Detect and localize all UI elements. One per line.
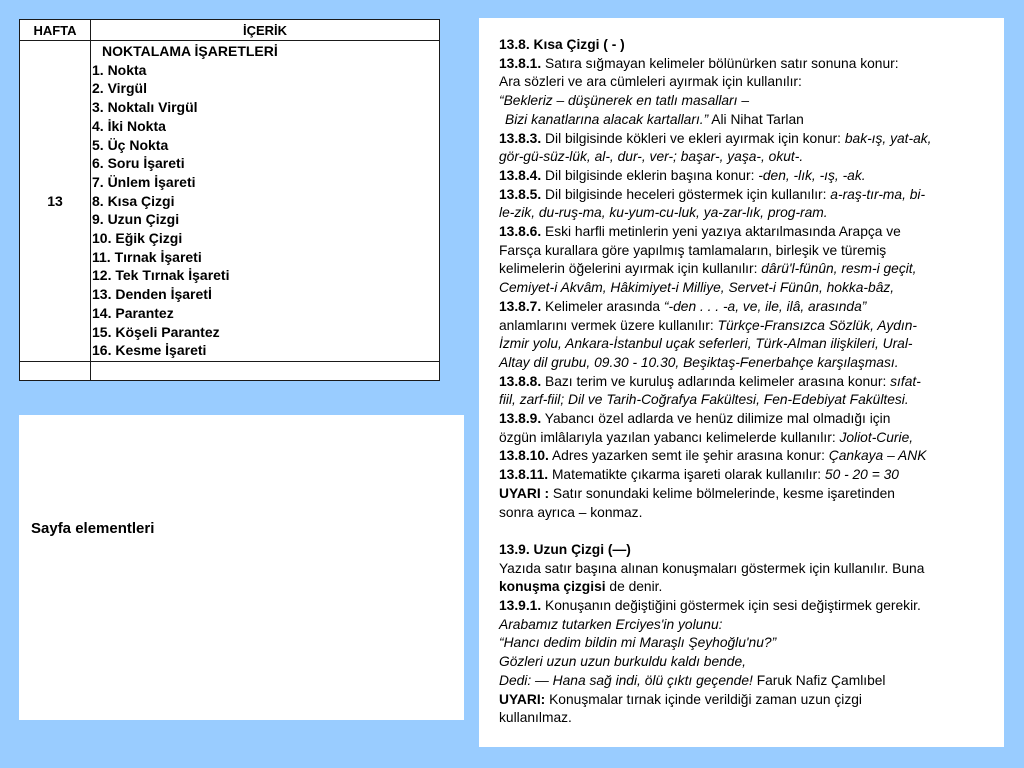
paragraph — [499, 597, 990, 616]
text-panel — [479, 18, 1004, 747]
quote-line — [499, 111, 990, 130]
text-run: le-zik, du-ruş-ma, ku-yum-cu-luk, ya-zar-lık, prog-ram. — [499, 205, 828, 221]
text-run: 13.9.1. — [499, 598, 542, 614]
text-run: Dil bilgisinde kökleri ve ekleri ayırmak için konur: — [541, 130, 845, 146]
paragraph — [499, 317, 990, 336]
list-item: 6. Soru İşareti — [92, 155, 185, 172]
list-item: 3. Noktalı Virgül — [92, 99, 198, 116]
header-content: İÇERİK — [91, 20, 440, 41]
text-run: Satır sonundaki kelime bölmelerinde, kesme işaretinden — [549, 485, 895, 501]
paragraph — [499, 447, 990, 466]
poem-line — [499, 653, 990, 672]
text-run: 13.8.6. — [499, 224, 542, 240]
text-run: Konuşanın değiştiğini göstermek için sesi değiştirmek gerekir. — [541, 598, 921, 614]
list-item: 13. Denden İşaretİ — [92, 286, 212, 303]
text-run: özgün imlâlarıyla yazılan yabancı kelimelerde kullanılır: — [499, 429, 840, 445]
header-week: HAFTA — [20, 20, 91, 41]
text-run: 13.8.8. — [499, 373, 542, 389]
text-run: Ali Nihat Tarlan — [708, 111, 804, 127]
text-run: gör-gü-süz-lük, al-, dur-, ver-; başar-, yaşa-, okut-. — [499, 149, 804, 165]
paragraph — [499, 373, 990, 392]
paragraph — [499, 335, 990, 354]
paragraph — [499, 298, 990, 317]
table-empty-row — [20, 362, 440, 381]
poem-line — [499, 672, 990, 691]
list-item: 11. Tırnak İşareti — [92, 248, 202, 265]
content-title: NOKTALAMA İŞARETLERİ — [102, 43, 278, 59]
list-item: 8. Kısa Çizgi — [92, 192, 175, 209]
poem-line — [499, 634, 990, 653]
paragraph — [499, 223, 990, 242]
empty-cell — [20, 362, 91, 381]
list-item: 1. Nokta — [92, 61, 147, 78]
paragraph — [499, 466, 990, 485]
text-run: 13.8.11. — [499, 467, 549, 483]
text-run: Cemiyet-i Akvâm, Hâkimiyet-i Milliye, Servet-i Fünûn, hokka-bâz, — [499, 280, 895, 296]
list-item: 4. İki Nokta — [92, 117, 166, 134]
text-run: 13.8.1. — [499, 55, 542, 71]
paragraph: Yazıda satır başına alınan konuşmaları göstermek için kullanılır. Buna — [499, 560, 925, 576]
text-run: Bizi kanatlarına alacak kartalları.” — [505, 111, 709, 127]
text-run: Dedi: — Hana sağ indi, ölü çıktı geçende! — [499, 672, 753, 688]
text-run: “Bekleriz – düşünerek en tatlı masalları – — [499, 93, 749, 109]
empty-cell — [91, 362, 440, 381]
paragraph — [499, 55, 990, 74]
list-item: 5. Üç Nokta — [92, 136, 169, 153]
text-run: Çankaya – ANK — [828, 448, 927, 464]
text-run: 13.8.10. — [499, 448, 549, 464]
list-item: 9. Uzun Çizgi — [92, 211, 180, 228]
text-run: 13.9. Uzun Çizgi (—) — [499, 541, 631, 557]
text-run: Dil bilgisinde eklerin başına konur: — [541, 167, 759, 183]
list-item: 12. Tek Tırnak İşareti — [92, 267, 230, 284]
paragraph — [499, 148, 990, 167]
paragraph — [499, 578, 990, 597]
paragraph: Farsça kurallara göre yapılmış tamlamaların, birleşik ve türemiş — [499, 242, 887, 258]
content-list — [92, 61, 439, 360]
text-run: Türkçe-Fransızca Sözlük, Aydın- — [717, 317, 918, 333]
warning: sonra ayrıca – konmaz. — [499, 504, 643, 520]
paragraph — [499, 204, 990, 223]
paragraph — [499, 391, 990, 410]
table-row — [20, 41, 440, 362]
text-run: Dil bilgisinde heceleri göstermek için kullanılır: — [541, 186, 831, 202]
content-cell — [91, 41, 440, 362]
text-run: Faruk Nafiz Çamlıbel — [752, 672, 886, 688]
list-item: 16. Kesme İşareti — [92, 342, 207, 359]
text-run: fiil, zarf-fiil; Dil ve Tarih-Coğrafya Fakültesi, Fen-Edebiyat Fakültesi. — [499, 392, 909, 408]
text-run: 50 - 20 = 30 — [824, 467, 899, 483]
paragraph — [499, 130, 990, 149]
text-run: Gözleri uzun uzun burkuldu kaldı bende, — [499, 654, 746, 670]
paragraph — [499, 260, 990, 279]
text-run: Eski harfli metinlerin yeni yazıya aktarılmasında Arapça ve — [541, 224, 901, 240]
text-run: Satıra sığmayan kelimeler bölünürken satır sonuna konur: — [541, 55, 899, 71]
page-elements-label: Sayfa elementleri — [31, 520, 155, 537]
page-elements-box — [19, 415, 464, 720]
text-run: de denir. — [605, 579, 663, 595]
text-run: 13.8.9. — [499, 411, 542, 427]
warning: kullanılmaz. — [499, 710, 572, 726]
text-run: 13.8.3. — [499, 130, 542, 146]
paragraph: Ara sözleri ve ara cümleleri ayırmak için kullanılır: — [499, 74, 802, 90]
text-run: dârü'l-fünûn, resm-i geçit, — [761, 261, 917, 277]
text-run: Joliot-Curie, — [839, 429, 914, 445]
list-item: 7. Ünlem İşareti — [92, 173, 196, 190]
text-run: anlamlarını vermek üzere kullanılır: — [499, 317, 718, 333]
text-run: 13.8.4. — [499, 167, 542, 183]
text-run: Bazı terim ve kuruluş adlarında kelimeler arasına konur: — [541, 373, 891, 389]
text-run: İzmir yolu, Ankara-İstanbul uçak seferleri, Türk-Alman ilişkileri, Ural- — [499, 336, 913, 352]
list-item: 2. Virgül — [92, 80, 147, 97]
paragraph — [499, 410, 990, 429]
week-table — [19, 19, 440, 381]
warning — [499, 485, 990, 504]
section-title — [499, 541, 990, 560]
text-run: konuşma çizgisi — [499, 579, 606, 595]
quote-line — [499, 92, 990, 111]
text-run: UYARI : — [499, 485, 550, 501]
week-number: 13 — [20, 41, 91, 362]
text-run: Adres yazarken semt ile şehir arasına konur: — [548, 448, 829, 464]
section-title — [499, 36, 990, 55]
list-item: 10. Eğik Çizgi — [92, 230, 183, 247]
text-run: -den, -lık, -ış, -ak. — [758, 167, 866, 183]
text-run: sıfat- — [890, 373, 921, 389]
paragraph — [499, 354, 990, 373]
text-run: 13.8.5. — [499, 186, 542, 202]
text-run: 13.8. Kısa Çizgi ( - ) — [499, 37, 625, 52]
spacer — [499, 522, 990, 541]
text-run: 13.8.7. — [499, 298, 542, 314]
text-run: Kelimeler arasında — [541, 298, 664, 314]
paragraph — [499, 186, 990, 205]
text-run: Matematikte çıkarma işareti olarak kullanılır: — [548, 467, 825, 483]
text-run: a-raş-tır-ma, bi- — [830, 186, 926, 202]
text-run: Konuşmalar tırnak içinde verildiği zaman uzun çizgi — [545, 691, 862, 707]
warning — [499, 691, 990, 710]
paragraph — [499, 279, 990, 298]
list-item: 15. Köşeli Parantez — [92, 323, 220, 340]
text-run: Yabancı özel adlarda ve henüz dilimize mal olmadığı için — [541, 411, 891, 427]
paragraph — [499, 167, 990, 186]
text-run: kelimelerin öğelerini ayırmak için kullanılır: — [499, 261, 762, 277]
text-run: Arabamız tutarken Erciyes'in yolunu: — [499, 616, 723, 632]
table-header-row — [20, 20, 440, 41]
poem-line — [499, 616, 990, 635]
text-run: Altay dil grubu, 09.30 - 10.30, Beşiktaş-Fenerbahçe karşılaşması. — [499, 354, 899, 370]
paragraph — [499, 429, 990, 448]
text-run: bak-ış, yat-ak, — [844, 130, 932, 146]
text-run: UYARI: — [499, 691, 546, 707]
list-item: 14. Parantez — [92, 304, 174, 321]
text-run: “-den . . . -a, ve, ile, ilâ, arasında” — [663, 298, 867, 314]
text-run: “Hancı dedim bildin mi Maraşlı Şeyhoğlu'nu?” — [499, 635, 777, 651]
